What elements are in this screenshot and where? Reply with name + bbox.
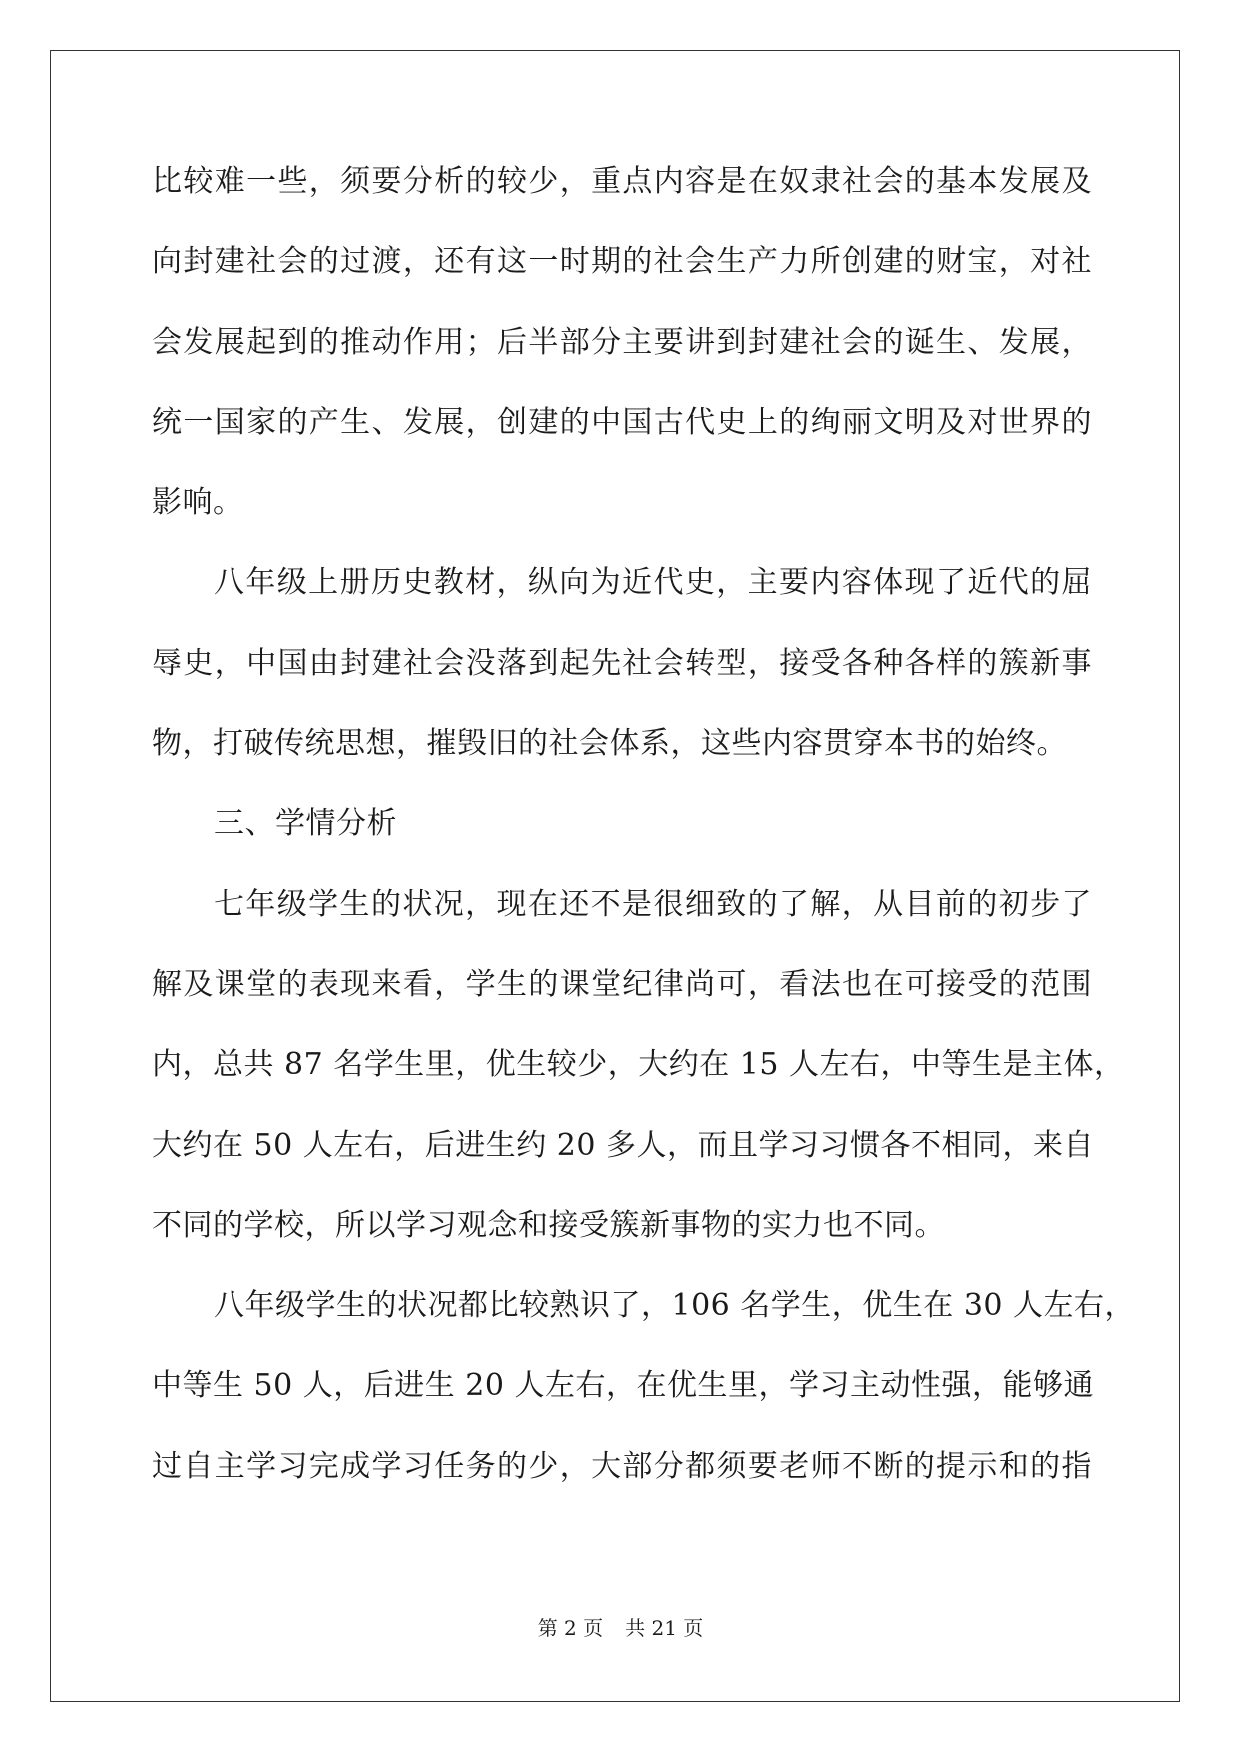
text-line: 解及课堂的表现来看，学生的课堂纪律尚可，看法也在可接受的范围 xyxy=(152,966,1092,1002)
page-total: 共 21 页 xyxy=(625,1616,704,1640)
text-line: 八年级上册历史教材，纵向为近代史，主要内容体现了近代的屈 xyxy=(214,565,1092,601)
text-line: 大约在 50 人左右，后进生约 20 多人，而且学习习惯各不相同，来自 xyxy=(152,1127,1094,1163)
text-line: 八年级学生的状况都比较熟识了，106 名学生，优生在 30 人左右， xyxy=(214,1288,1136,1324)
text-line: 影响。 xyxy=(152,485,244,521)
document-body xyxy=(152,160,1136,1525)
text-line: 统一国家的产生、发展，创建的中国古代史上的绚丽文明及对世界的 xyxy=(152,404,1092,440)
text-line: 比较难一些，须要分析的较少，重点内容是在奴隶社会的基本发展及 xyxy=(152,164,1092,199)
page-footer xyxy=(0,1612,1241,1641)
text-line: 内，总共 87 名学生里，优生较少，大约在 15 人左右，中等生是主体， xyxy=(152,1047,1125,1083)
text-line: 中等生 50 人，后进生 20 人左右，在优生里，学习主动性强，能够通 xyxy=(152,1368,1094,1404)
text-line: 物，打破传统思想，摧毁旧的社会体系，这些内容贯穿本书的始终。 xyxy=(152,726,1067,762)
text-line: 七年级学生的状况，现在还不是很细致的了解，从目前的初步了 xyxy=(214,886,1092,922)
section-heading: 三、学情分析 xyxy=(214,806,397,842)
text-line: 过自主学习完成学习任务的少，大部分都须要老师不断的提示和的指 xyxy=(152,1448,1092,1484)
page-number: 第 2 页 xyxy=(537,1616,604,1640)
text-line: 辱史，中国由封建社会没落到起先社会转型，接受各种各样的簇新事 xyxy=(152,645,1092,681)
text-line: 会发展起到的推动作用；后半部分主要讲到封建社会的诞生、发展， xyxy=(152,324,1092,360)
text-line: 不同的学校，所以学习观念和接受簇新事物的实力也不同。 xyxy=(152,1207,945,1243)
text-line: 向封建社会的过渡，还有这一时期的社会生产力所创建的财宝，对社 xyxy=(152,244,1092,280)
